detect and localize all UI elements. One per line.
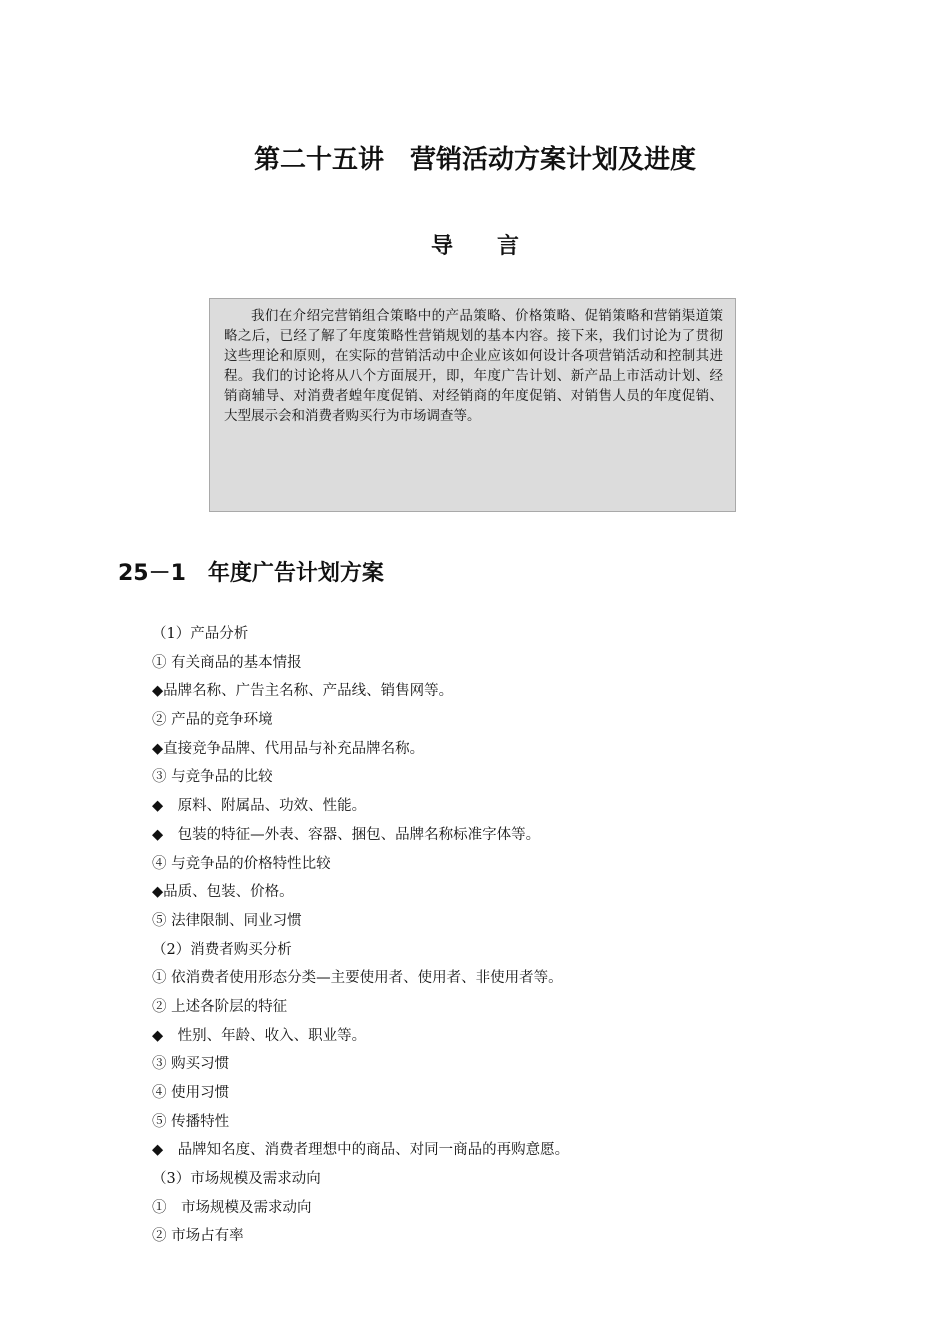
list-item: ② 上述各阶层的特征: [152, 998, 288, 1015]
list-item: ◆品质、包装、价格。: [152, 884, 294, 901]
list-item: ⑤ 法律限制、同业习惯: [152, 912, 302, 929]
content-list: [152, 620, 852, 1251]
intro-box: [209, 298, 736, 512]
intro-heading: 导 言: [430, 234, 519, 259]
list-item: ◆ 原料、附属品、功效、性能。: [152, 798, 367, 815]
list-item: ◆品牌名称、广告主名称、产品线、销售网等。: [152, 683, 454, 700]
list-item: ◆直接竞争品牌、代用品与补充品牌名称。: [152, 740, 425, 757]
list-item: ◆ 性别、年龄、收入、职业等。: [152, 1027, 367, 1044]
list-item: ② 产品的竞争环境: [152, 712, 273, 729]
list-item: ① 依消费者使用形态分类—主要使用者、使用者、非使用者等。: [152, 970, 563, 987]
intro-text: 我们在介绍完营销组合策略中的产品策略、价格策略、促销策略和营销渠道策略之后，已经了解了年度策略性营销规划的基本内容。接下来，我们讨论为了贯彻这些理论和原则，在实际的营销活动中企业应该如何设计各项营销活动和控制其进程。我们的讨论将从八个方面展开，即，年度广告计划、新产品上市活动计划、经销商辅导、对消费者蝗年度促销、对经销商的年度促销、对销售人员的年度促销、大型展示会和消费者购买行为市场调查等。: [224, 308, 723, 424]
section-heading: 25－1 年度广告计划方案: [118, 561, 384, 586]
list-item: （3）市场规模及需求动向: [152, 1171, 321, 1188]
list-item: ④ 与竞争品的价格特性比较: [152, 855, 331, 872]
list-item: ③ 与竞争品的比较: [152, 769, 273, 786]
list-item: ① 市场规模及需求动向: [152, 1199, 312, 1216]
list-item: ② 市场占有率: [152, 1228, 244, 1245]
list-item: ③ 购买习惯: [152, 1056, 230, 1073]
list-item: ⑤ 传播特性: [152, 1113, 230, 1130]
page-title: 第二十五讲 营销活动方案计划及进度: [253, 145, 696, 175]
list-item: ◆ 包装的特征—外表、容器、捆包、品牌名称标准字体等。: [152, 826, 541, 843]
list-item: （1）产品分析: [152, 626, 249, 642]
list-item: （2）消费者购买分析: [152, 941, 292, 958]
list-item: ④ 使用习惯: [152, 1085, 230, 1101]
list-item: ① 有关商品的基本情报: [152, 654, 302, 671]
list-item: ◆ 品牌知名度、消费者理想中的商品、对同一商品的再购意愿。: [152, 1142, 570, 1159]
